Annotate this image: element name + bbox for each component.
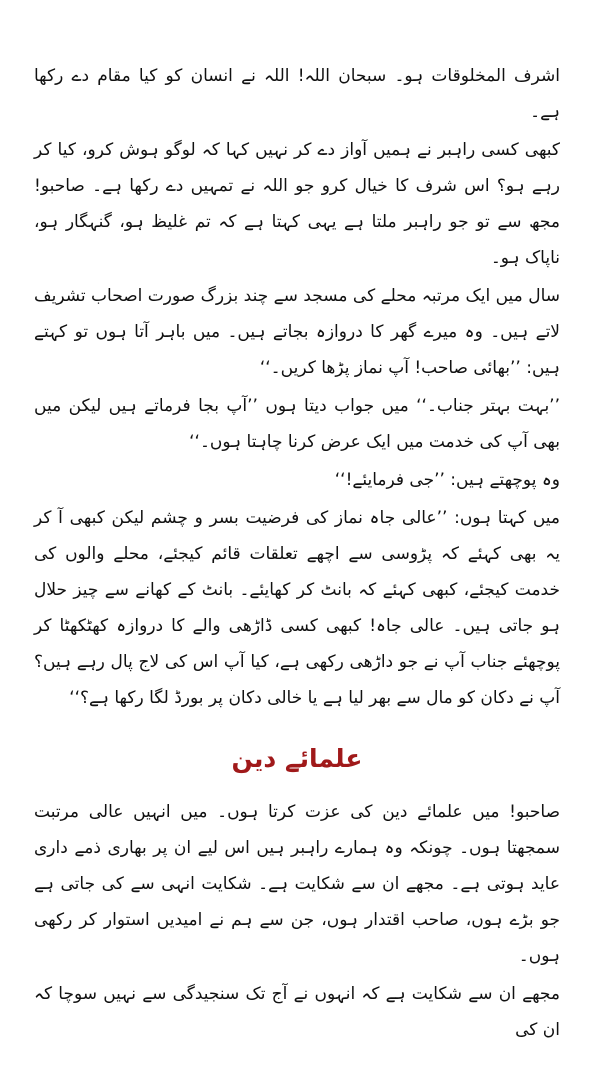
paragraph: وہ پوچھتے ہیں: ’’جی فرمایئے!‘‘ bbox=[334, 470, 560, 490]
paragraph: کبھی کسی راہبر نے ہمیں آواز دے کر نہیں کہا کہ لوگو ہوش کرو، کیا کر رہے ہو؟ اس شرف کا خیال کرو جو اللہ نے تمہیں دے رکھا ہے۔ صاحبو! مجھ سے تو جو راہبر ملتا ہے یہی کہتا ہے کہ تم غلیظ ہو، گنہگار ہو، ناپاک ہو۔ bbox=[34, 140, 560, 268]
paragraph: اشرف المخلوقات ہو۔ سبحان اللہ! اللہ نے انسان کو کیا مقام دے رکھا ہے۔ bbox=[34, 66, 560, 122]
paragraph: ’’بہت بہتر جناب۔‘‘ میں جواب دیتا ہوں ’’آپ بجا فرماتے ہیں لیکن میں بھی آپ کی خدمت میں ایک عرض کرنا چاہتا ہوں۔‘‘ bbox=[34, 396, 560, 452]
paragraph: مجھے ان سے شکایت ہے کہ انہوں نے آج تک سنجیدگی سے نہیں سوچا کہ ان کی bbox=[34, 984, 560, 1040]
section-heading: علمائے دین bbox=[231, 744, 363, 773]
paragraph: سال میں ایک مرتبہ محلے کی مسجد سے چند بزرگ صورت اصحاب تشریف لاتے ہیں۔ وہ میرے گھر کا دروازہ بجاتے ہیں۔ میں باہر آتا ہوں تو کہتے ہیں: ’’بھائی صاحب! آپ نماز پڑھا کریں۔‘‘ bbox=[34, 286, 560, 378]
paragraph: صاحبو! میں علمائے دین کی عزت کرتا ہوں۔ میں انہیں عالی مرتبت سمجھتا ہوں۔ چونکہ وہ ہمارے راہبر ہیں اس لیے ان پر بھاری ذمے داری عاید ہوتی ہے۔ مجھے ان سے شکایت ہے۔ شکایت انہی سے کی جاتی ہے جو بڑے ہوں، صاحب اقتدار ہوں، جن سے ہم نے امیدیں استوار کر رکھی ہوں۔ bbox=[34, 802, 560, 966]
paragraph: میں کہتا ہوں: ’’عالی جاہ نماز کی فرضیت بسر و چشم لیکن کبھی آ کر یہ بھی کہئے کہ پڑوسی سے اچھے تعلقات قائم کیجئے، محلے والوں کی خدمت کیجئے، کبھی کہئے کہ بانٹ کر کھایئے۔ بانٹ کے کھانے سے چیز حلال ہو جاتی ہیں۔ عالی جاہ! کبھی کسی ڈاڑھی والے کا دروازہ کھٹکھٹا کر پوچھئے جناب آپ نے جو داڑھی رکھی ہے، کیا آپ اس کی لاج پال رہے ہیں؟ آپ نے دکان کو مال سے بھر لیا ہے یا خالی دکان پر بورڈ لگا رکھا ہے؟‘‘ bbox=[34, 508, 560, 708]
